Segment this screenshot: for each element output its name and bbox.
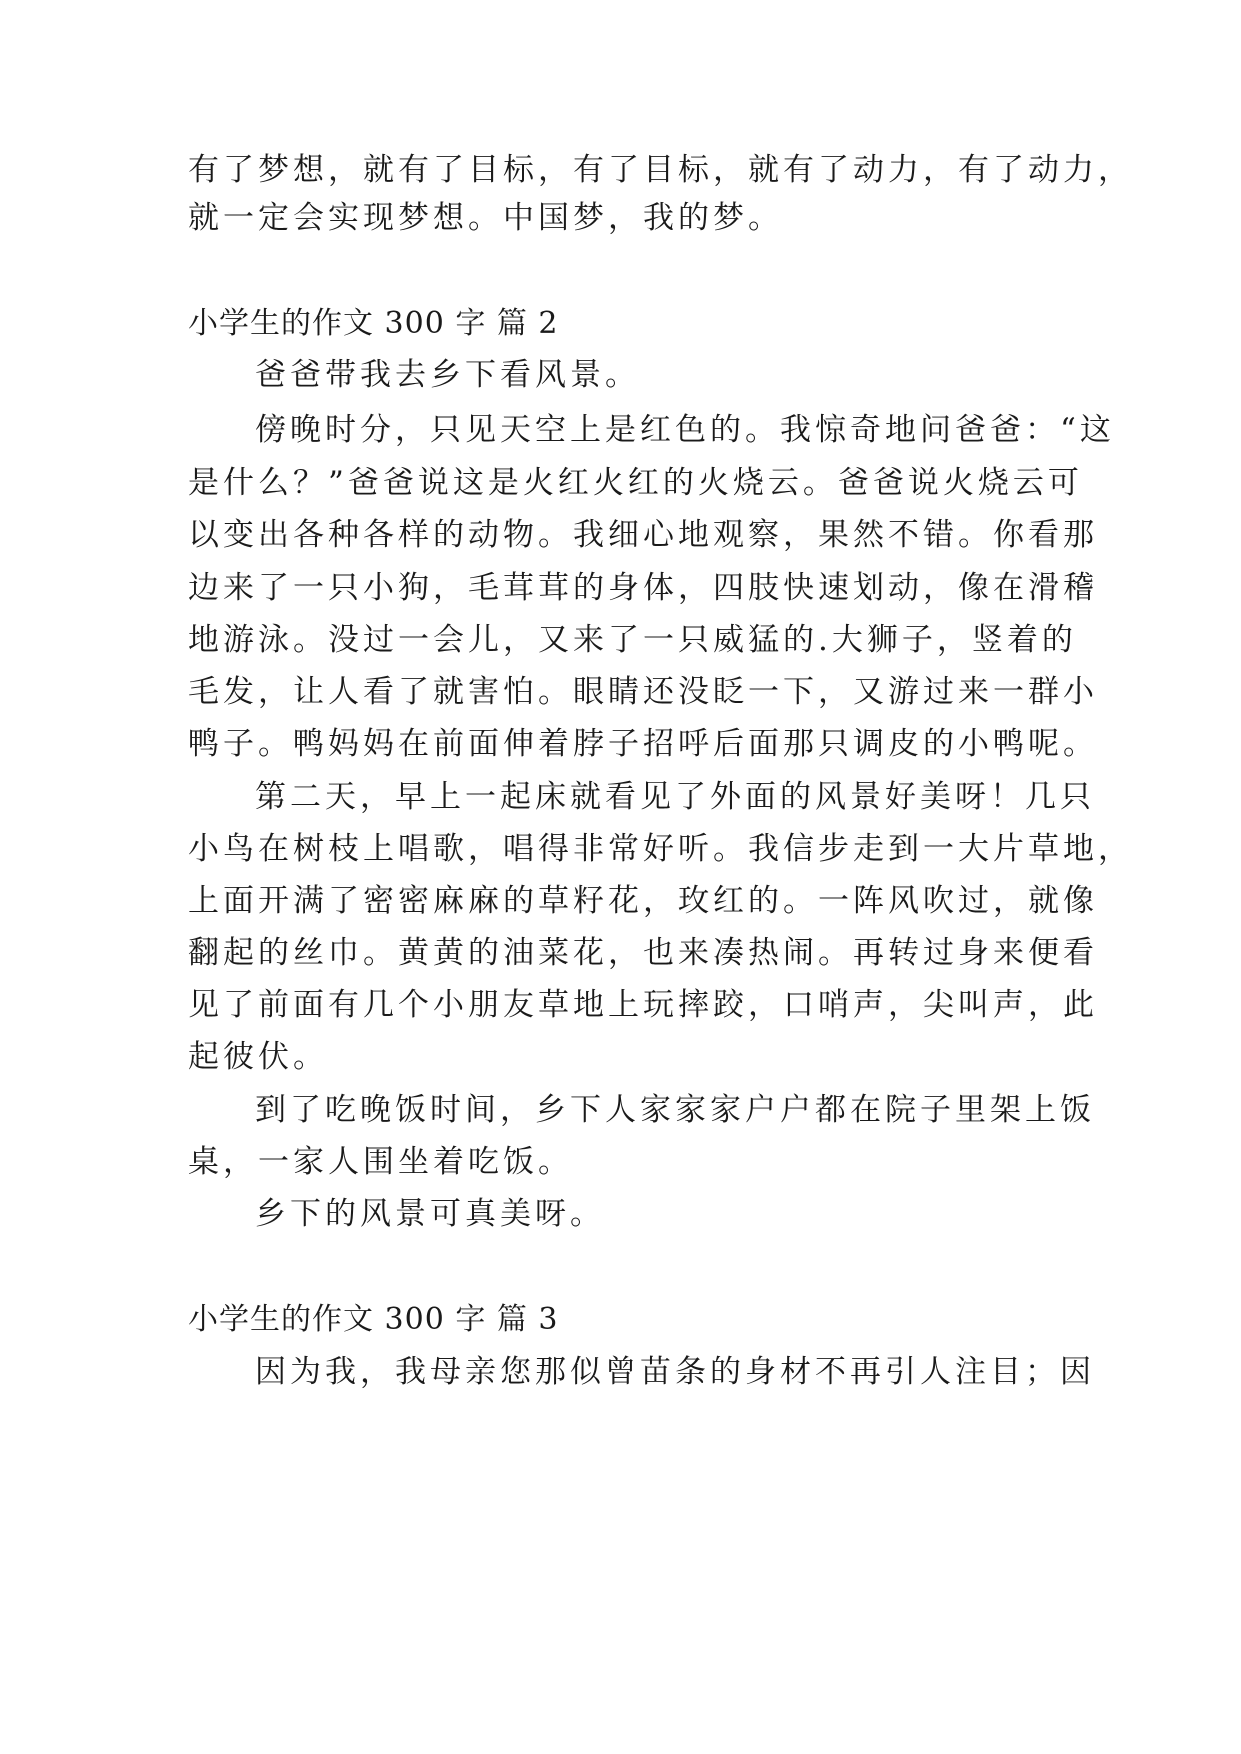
paragraph-line: 见了前面有几个小朋友草地上玩摔跤，口哨声，尖叫声，此 (188, 987, 1098, 1023)
paragraph-line: 边来了一只小狗，毛茸茸的身体，四肢快速划动，像在滑稽 (188, 570, 1098, 606)
intro-line-2: 就一定会实现梦想。中国梦，我的梦。 (188, 200, 783, 236)
paragraph-line: 是什么？”爸爸说这是火红火红的火烧云。爸爸说火烧云可 (188, 465, 1083, 501)
paragraph-line: 爸爸带我去乡下看风景。 (255, 357, 640, 393)
paragraph-line: 小鸟在树枝上唱歌，唱得非常好听。我信步走到一大片草地， (188, 831, 1133, 867)
paragraph-line: 乡下的风景可真美呀。 (255, 1196, 605, 1232)
paragraph-line: 以变出各种各样的动物。我细心地观察，果然不错。你看那 (188, 517, 1098, 553)
paragraph-line: 第二天，早上一起床就看见了外面的风景好美呀！几只 (255, 779, 1095, 815)
paragraph-line: 到了吃晚饭时间，乡下人家家家户户都在院子里架上饭 (255, 1092, 1095, 1128)
paragraph-line: 上面开满了密密麻麻的草籽花，玫红的。一阵风吹过，就像 (188, 883, 1098, 919)
paragraph-line: 毛发，让人看了就害怕。眼睛还没眨一下，又游过来一群小 (188, 674, 1098, 710)
section-heading-2: 小学生的作文 300 字 篇 2 (188, 306, 559, 341)
paragraph-line: 翻起的丝巾。黄黄的油菜花，也来凑热闹。再转过身来便看 (188, 935, 1098, 971)
paragraph-line: 地游泳。没过一会儿，又来了一只威猛的.大狮子，竖着的 (188, 622, 1077, 658)
paragraph-line: 因为我，我母亲您那似曾苗条的身材不再引人注目；因 (255, 1354, 1095, 1390)
intro-line-1: 有了梦想，就有了目标，有了目标，就有了动力，有了动力， (188, 152, 1133, 188)
paragraph-line: 傍晚时分，只见天空上是红色的。我惊奇地问爸爸：“这 (255, 412, 1115, 448)
paragraph-line: 桌，一家人围坐着吃饭。 (188, 1144, 573, 1180)
paragraph-line: 起彼伏。 (188, 1039, 328, 1075)
section-heading-3: 小学生的作文 300 字 篇 3 (188, 1302, 559, 1337)
paragraph-line: 鸭子。鸭妈妈在前面伸着脖子招呼后面那只调皮的小鸭呢。 (188, 726, 1098, 762)
